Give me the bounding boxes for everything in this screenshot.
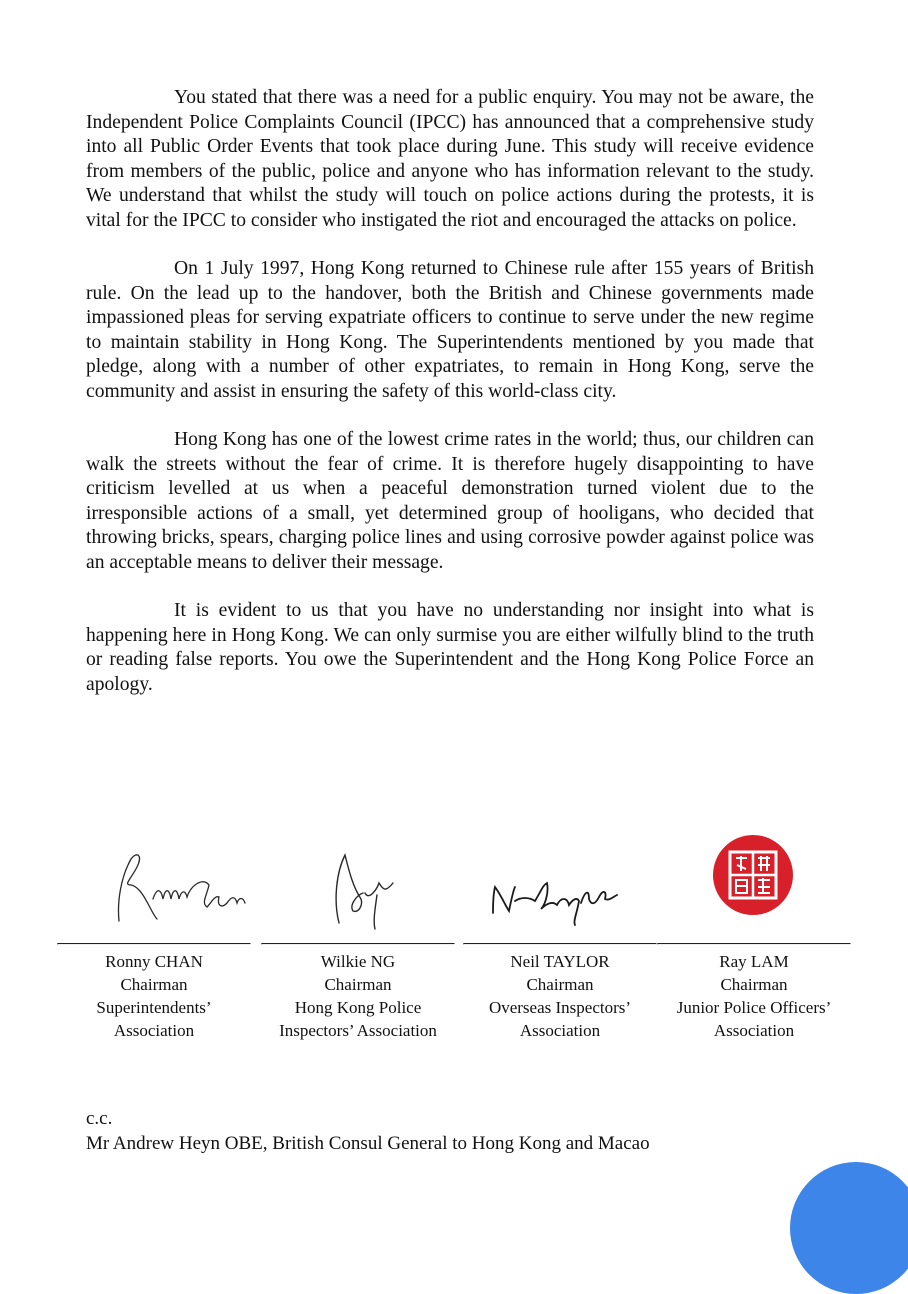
signatory-org-line1: Hong Kong Police: [294, 998, 422, 1017]
signature-line: [57, 943, 251, 945]
paragraph-apology: It is evident to us that you have no understanding nor insight into what is happening here in Hong Kong. We can only surmise you are either wilfully blind to the truth or reading false reports. You owe the Superintendent and the Hong Kong Police Force an apology.: [86, 600, 814, 695]
paragraph-public-enquiry: You stated that there was a need for a public enquiry. You may not be aware, the Independent Police Complaints Council (IPCC) has announced that a comprehensive study into all Public Order Events that took place during June. This study will receive evidence from members of the public, police and anyone who has information relevant to the study. We understand that whilst the study will touch on police actions during the protests, it is vital for the IPCC to consider who instigated the riot and encouraged the attacks on police.: [86, 87, 814, 231]
signatory-ray-lam: [657, 825, 851, 1042]
signatory-org-line1: Junior Police Officers’: [676, 998, 832, 1017]
paragraph-handover: On 1 July 1997, Hong Kong returned to Chinese rule after 155 years of British rule. On the lead up to the handover, both the British and Chinese governments made impassioned pleas for serving expatriate officers to continue to serve under the new regime to maintain stability in Hong Kong. The Superintendents mentioned by you made that pledge, along with a number of other expatriates, to remain in Hong Kong, serve the community and assist in ensuring the safety of this world-class city.: [86, 258, 814, 402]
signatory-caption: [463, 950, 657, 1042]
signatory-org-line1: Superintendents’: [96, 998, 212, 1017]
signature-line: [261, 943, 455, 945]
signatory-caption: [57, 950, 251, 1042]
signatory-ronny-chan: [57, 825, 251, 1042]
signatory-name: Ronny CHAN: [105, 952, 203, 971]
signature-section: [55, 825, 855, 1045]
circle-action-icon[interactable]: [790, 1162, 908, 1294]
signatory-title: Chairman: [526, 975, 594, 994]
signature-line: [463, 943, 657, 945]
signatory-caption: [261, 950, 455, 1042]
signatory-org-line2: Association: [713, 1021, 795, 1040]
wilkie-ng-signature: [261, 825, 455, 943]
signatory-org-line2: Inspectors’ Association: [279, 1021, 437, 1040]
signatory-caption: [657, 950, 851, 1042]
signatory-name: Neil TAYLOR: [510, 952, 610, 971]
signatory-title: Chairman: [324, 975, 392, 994]
signatory-org-line2: Association: [113, 1021, 195, 1040]
signatory-name: Ray LAM: [719, 952, 789, 971]
paragraph-crime-rates: Hong Kong has one of the lowest crime rates in the world; thus, our children can walk the streets without the fear of crime. It is therefore hugely disappointing to have criticism levelled at us when a peaceful demonstration turned violent due to the irresponsible actions of a small, yet determined group of hooligans, who decided that throwing bricks, spears, charging police lines and using corrosive powder against police was an acceptable means to deliver their message.: [86, 429, 814, 573]
signatory-org-line2: Association: [519, 1021, 601, 1040]
signatory-title: Chairman: [720, 975, 788, 994]
letter-body: [86, 86, 814, 721]
signatory-org-line1: Overseas Inspectors’: [488, 998, 632, 1017]
signature-line: [657, 943, 851, 945]
signatory-title: Chairman: [120, 975, 188, 994]
ronny-chan-signature: [57, 825, 251, 943]
cc-section: [86, 1106, 650, 1156]
cc-label: c.c.: [86, 1108, 113, 1129]
signatory-name: Wilkie NG: [320, 952, 396, 971]
neil-taylor-signature: [463, 825, 657, 943]
signatory-wilkie-ng: [261, 825, 455, 1042]
cc-recipient: Mr Andrew Heyn OBE, British Consul General to Hong Kong and Macao: [86, 1133, 650, 1154]
ray-lam-seal: [657, 825, 851, 943]
signatory-neil-taylor: [463, 825, 657, 1042]
